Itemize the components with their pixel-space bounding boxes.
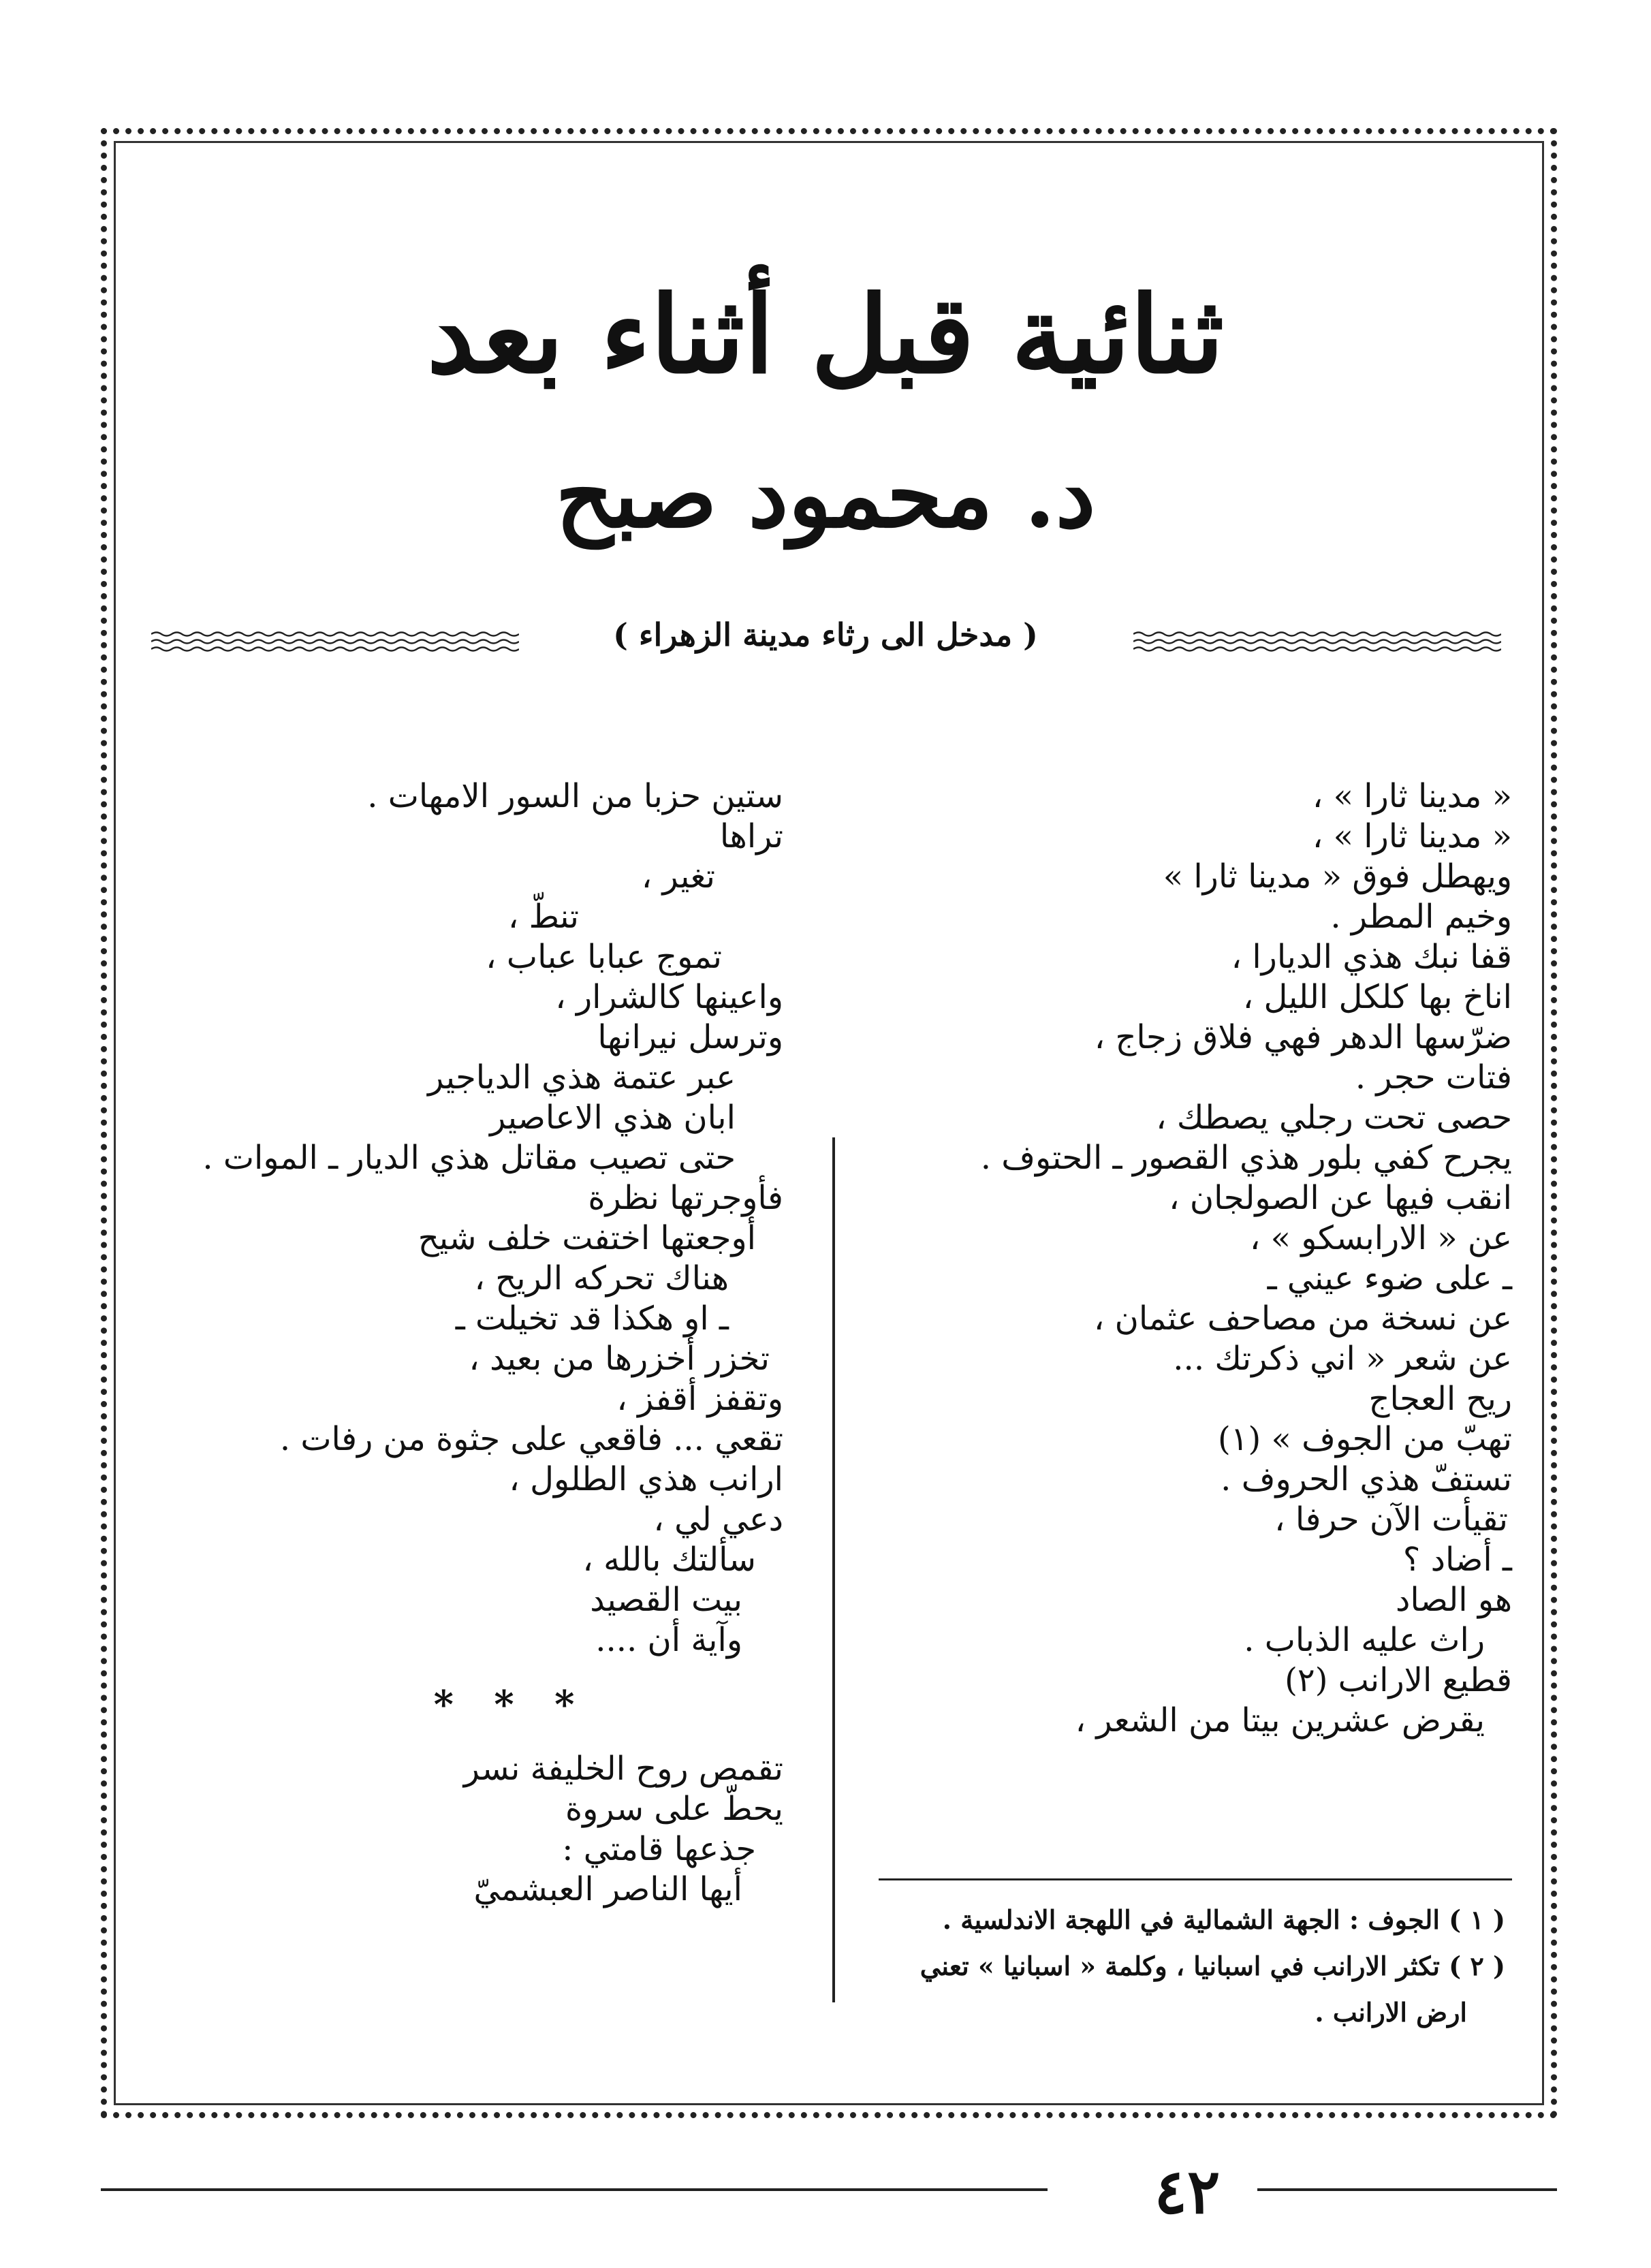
poem-line: تغير ، (641, 857, 715, 896)
footnote-1: ( ١ ) الجوف : الجهة الشمالية في اللهجة الاندلسية . (942, 1904, 1505, 1935)
poem-line: واعينها كالشرار ، (555, 978, 783, 1016)
poem-line: راث عليه الذباب . (1244, 1621, 1485, 1659)
poem-line: ابان هذي الاعاصير (490, 1099, 736, 1137)
poem-line: يقرض عشرين بيتا من الشعر ، (1075, 1701, 1485, 1739)
poem-line: يجرح كفي بلور هذي القصور ـ الحتوف . (980, 1139, 1512, 1177)
poem-line: بيت القصيد (590, 1581, 742, 1619)
poem-line: ريح العجاج (1368, 1380, 1512, 1418)
poem-line: هو الصاد (1396, 1581, 1512, 1619)
poem-line: تراها (719, 817, 783, 855)
poem-right-column (831, 776, 1512, 1741)
poem-line: ستين حزبا من السور الامهات . (367, 777, 783, 815)
poem-line: ـ او هكذا قد تخيلت ـ (455, 1300, 729, 1338)
page-rule-left (101, 2188, 1048, 2191)
page-rule-right (1257, 2188, 1557, 2191)
poem-line: تموج عبابا عباب ، (486, 938, 722, 976)
poem-line: تقيأت الآن حرفا ، (1274, 1500, 1508, 1539)
author-name: د. محمود صبح (555, 443, 1096, 548)
poem-line: عن « الارابسكو » ، (1249, 1219, 1512, 1257)
poem-line: حصى تحت رجلي يصطك ، (1156, 1099, 1512, 1137)
poem-line: يحطّ على سروة (565, 1790, 783, 1828)
poem-line: وخيم المطر . (1330, 898, 1512, 936)
poem-subtitle: ( مدخل الى رثاء مدينة الزهراء ) (613, 616, 1038, 653)
poem-line: انقب فيها عن الصولجان ، (1169, 1179, 1512, 1217)
poem-line: سألتك بالله ، (582, 1541, 756, 1579)
poem-line: جذعها قامتي : (562, 1830, 756, 1868)
poem-line: وترسل نيرانها (597, 1018, 783, 1056)
poem-line: ويهطل فوق « مدينا ثارا » (1163, 857, 1512, 896)
poem-line: تهبّ من الجوف » (١) (1217, 1420, 1512, 1458)
poem-line: ضرّسها الدهر فهي فلاق زجاج ، (1094, 1018, 1512, 1056)
footnote-rule (879, 1878, 1512, 1880)
poem-line: تنطّ ، (507, 898, 579, 936)
poem-line: فأوجرتها نظرة (588, 1179, 783, 1217)
poem-line: اناخ بها كلكل الليل ، (1242, 978, 1512, 1016)
poem-line: وتقفز أقفز ، (616, 1380, 783, 1418)
poem-line: تستفّ هذي الحروف . (1221, 1460, 1512, 1498)
left-wavy-rule (151, 630, 519, 653)
poem-line: أوجعتها اختفت خلف شيح (418, 1219, 756, 1257)
right-wavy-rule (1133, 630, 1501, 653)
poem-line: وآية أن .... (595, 1621, 742, 1659)
poem-line: « مدينا ثارا » ، (1312, 777, 1512, 815)
poem-line: دعي لي ، (653, 1500, 783, 1539)
poem-line: فتات حجر . (1355, 1058, 1512, 1097)
footnotes (824, 1897, 1505, 2036)
footnote-2: ( ٢ ) تكثر الارانب في اسبانيا ، وكلمة « اسبانيا » تعني (919, 1951, 1505, 1981)
page-number: ٤٢ (1154, 2156, 1221, 2228)
poem-line: عن شعر « اني ذكرتك ... (1173, 1340, 1512, 1378)
column-divider (832, 1137, 835, 2002)
section-break-stars: * * * (433, 1682, 588, 1727)
poem-line: عن نسخة من مصاحف عثمان ، (1093, 1300, 1512, 1338)
poem-line: ـ على ضوء عيني ـ (1267, 1259, 1512, 1297)
poem-line: تخزر أخزرها من بعيد ، (469, 1340, 770, 1378)
poem-line: عبر عتمة هذي الدياجير (428, 1058, 736, 1097)
poem-line: أيها الناصر العبشميّ (473, 1870, 742, 1908)
poem-line: قطيع الارانب (٢) (1285, 1661, 1512, 1699)
poem-line: هناك تحركه الريح ، (474, 1259, 729, 1297)
poem-line: تقمص روح الخليفة نسر (463, 1750, 783, 1788)
poem-line: حتى تصيب مقاتل هذي الديار ـ الموات . (202, 1139, 736, 1177)
poem-line: ـ أضاد ؟ (1402, 1541, 1512, 1579)
footnote-2-continuation: ارض الارانب . (1315, 1997, 1467, 2028)
poem-left-column (102, 776, 783, 1910)
poem-line: ارانب هذي الطلول ، (509, 1460, 783, 1498)
poem-line: « مدينا ثارا » ، (1312, 817, 1512, 855)
poem-title: ثنائية قبل أثناء بعد (426, 272, 1225, 397)
poem-line: قفا نبك هذي الديارا ، (1231, 938, 1512, 976)
poem-line: تقعي ... فاقعي على جثوة من رفات . (279, 1420, 783, 1458)
